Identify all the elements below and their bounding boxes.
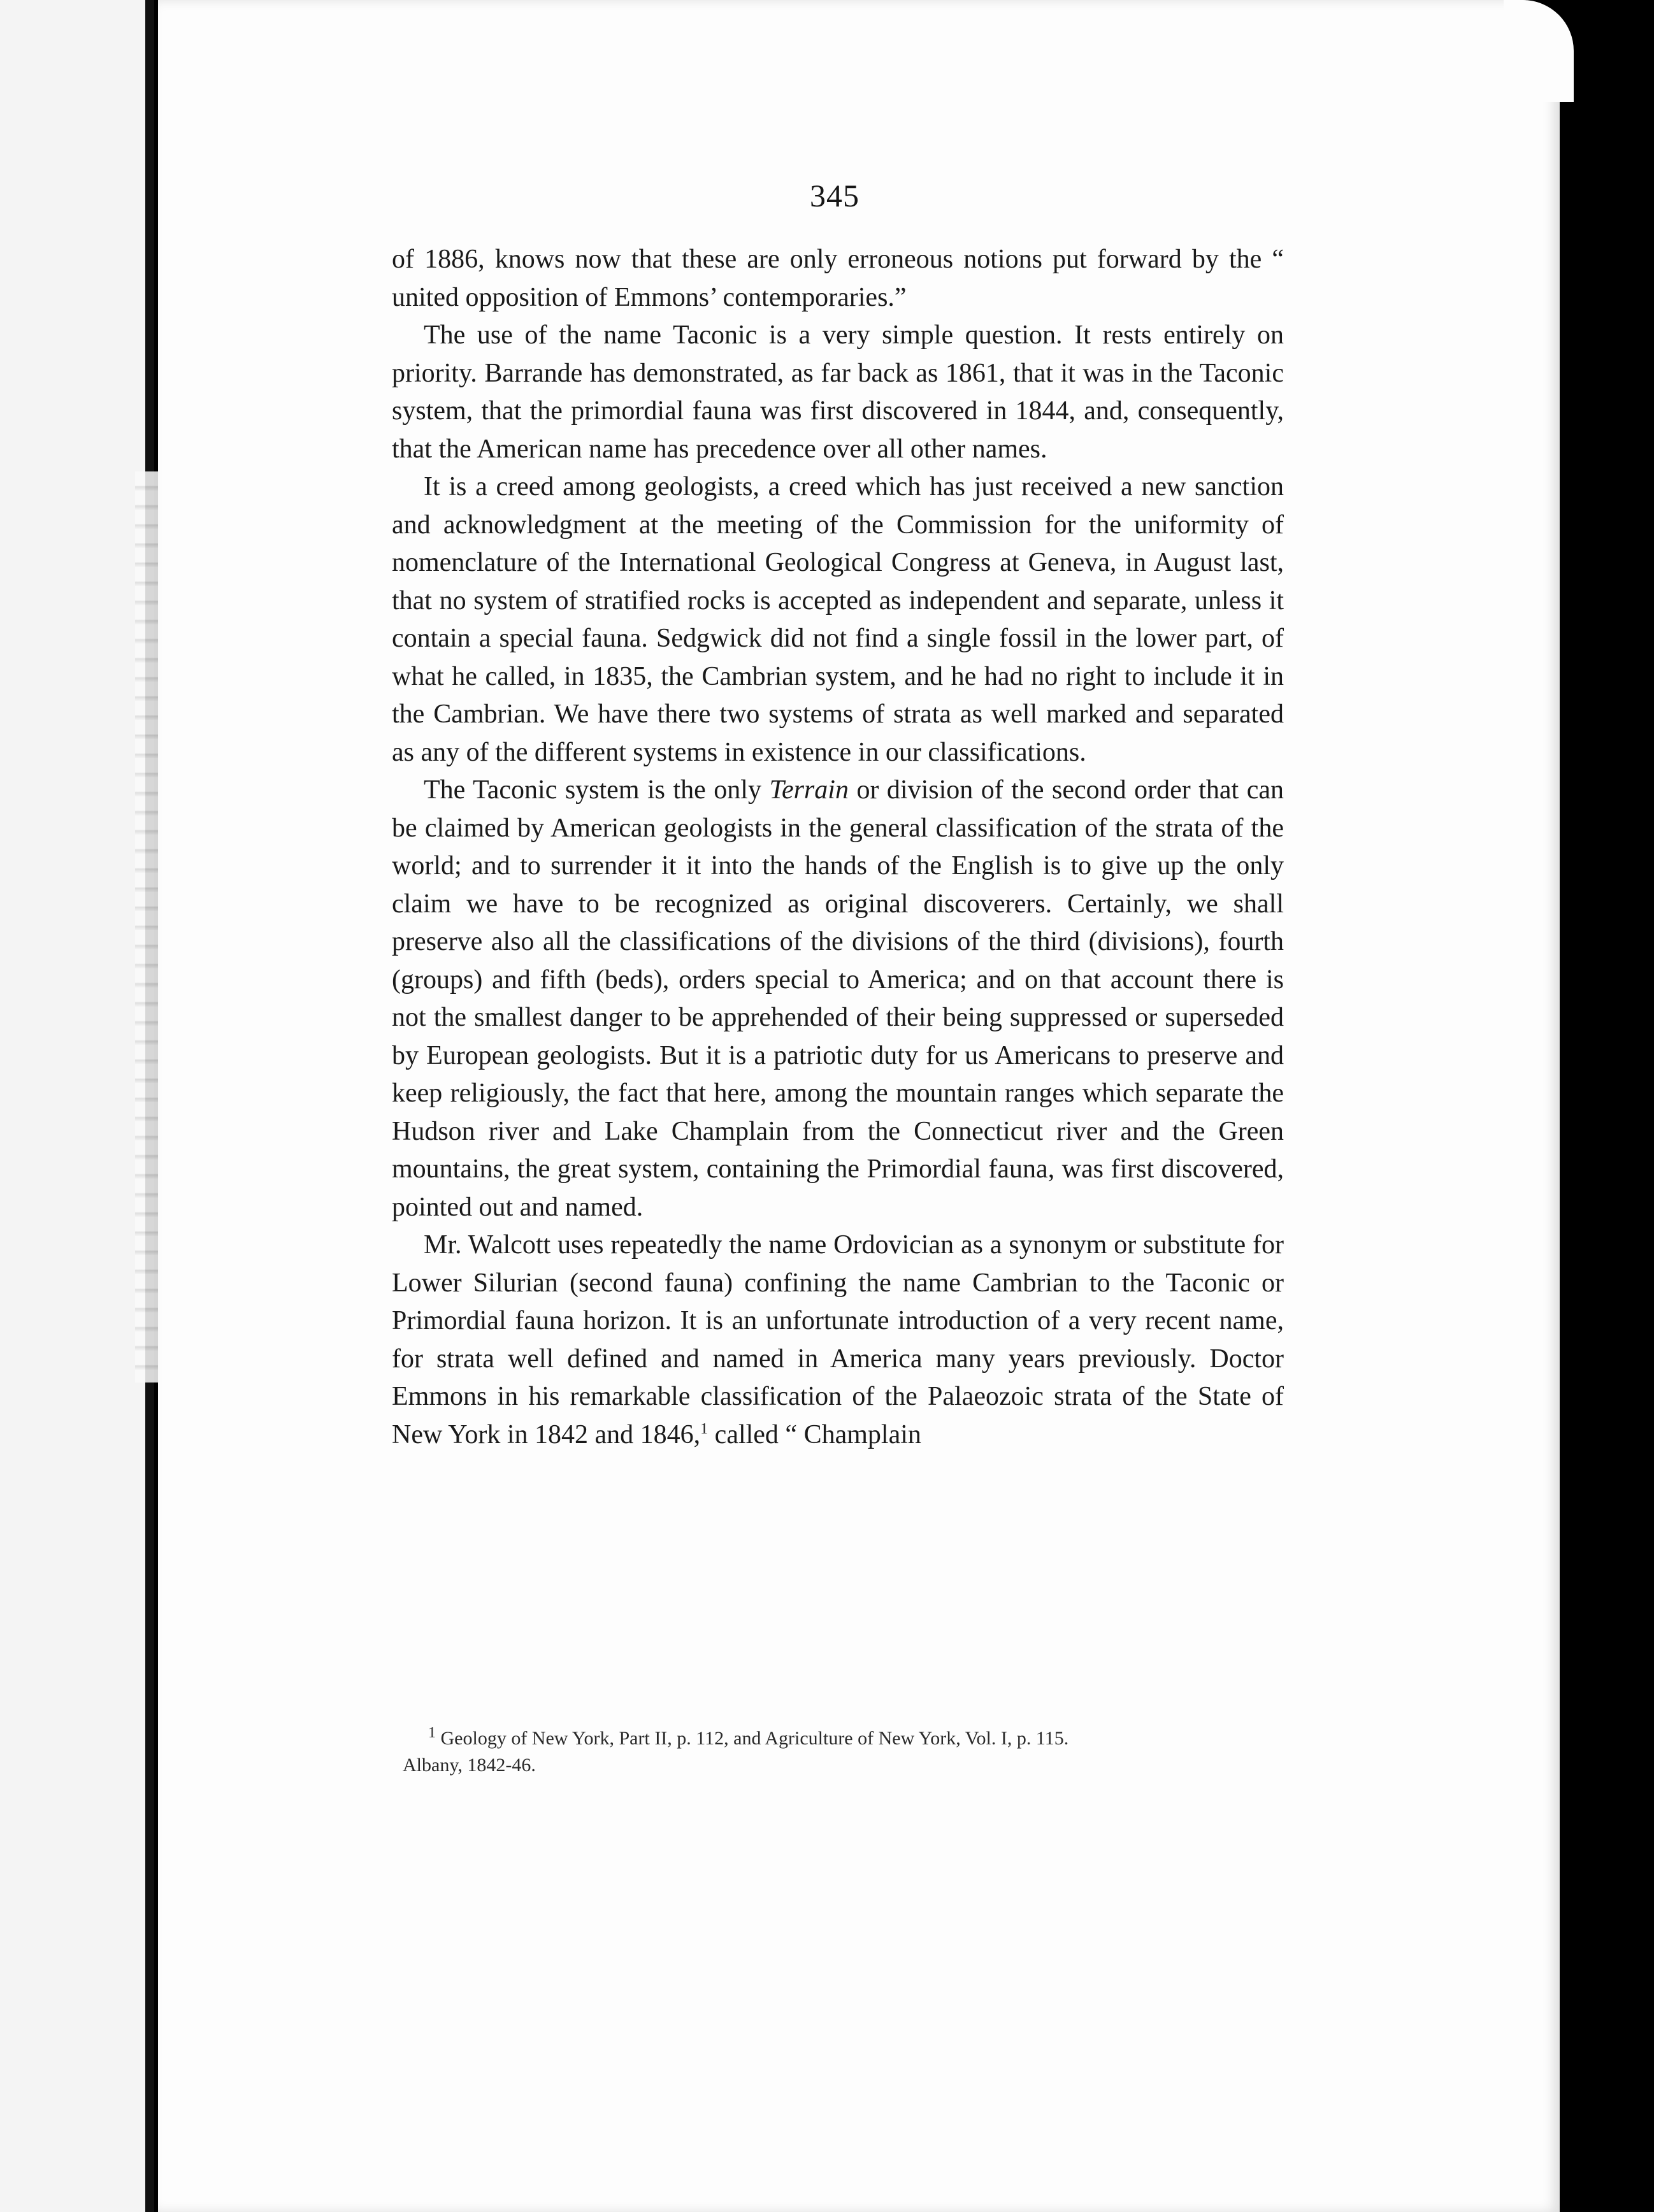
paragraph-5-tail: called “ Champlain (708, 1419, 921, 1449)
footnote-line-1 (403, 1725, 1288, 1752)
paragraph-4-text-rest: or division of the second order that can be claimed by American geologists in the general classification of the strata of the world; and to surrender it it into the hands of the English is to give up the only claim we have to be recognized as original discoverers. Certainly, we shall preserve also all the classifications of the divisions of the third (divisions), fourth (groups) and fifth (beds), orders special to America; and on that account there is not the smallest danger to be apprehended of their being suppressed or superseded by European geologists. But it is a patriotic duty for us Americans to preserve and keep religiously, the fact that here, among the mountain ranges which separate the Hudson river and Lake Champlain from the Connecticut river and the Green mountains, the great system, containing the Primordial fauna, was first discovered, pointed out and named. (392, 775, 1284, 1222)
page-number: 345 (810, 178, 859, 213)
paragraph-4 (392, 772, 1284, 1226)
paragraph-5-text: Mr. Walcott uses repeatedly the name Ordovician as a synonym or substitute for Lower Silurian (second fauna) confining the name Cambrian to the Taconic or Primordial fauna horizon. It is an unfortunate introduction of a very recent name, for strata well defined and named in America many years previously. Doctor Emmons in his remarkable classification of the Palaeozoic strata of the State of New York in 1842 and 1846, (392, 1230, 1284, 1449)
paragraph-5 (392, 1226, 1284, 1454)
page-corner (1504, 0, 1574, 102)
paragraph-4-text: The Taconic system is the only (424, 775, 770, 805)
body-text (392, 241, 1284, 1454)
paragraph-2: The use of the name Taconic is a very simple question. It rests entirely on priority. Barrande has demonstrated, as far back as 1861, that it was in the Taconic system, that the primordial fauna was first discovered in 1844, and, consequently, that the American name has precedence over all other names. (392, 320, 1284, 464)
footnote (403, 1725, 1288, 1779)
footnote-marker: 1 (428, 1725, 436, 1741)
footnote-line-2: Albany, 1842-46. (403, 1755, 536, 1776)
footnote-text: Geology of New York, Part II, p. 112, and Agriculture of New York, Vol. I, p. 115. (440, 1728, 1069, 1749)
footnote-reference: 1 (700, 1420, 708, 1437)
italic-term: Terrain (769, 775, 849, 805)
facing-page-edge (0, 0, 148, 2212)
paragraph-3: It is a creed among geologists, a creed which has just received a new sanction and acknowledgment at the meeting of the Commission for the uniformity of nomenclature of the International Geological Congress at Geneva, in August last, that no system of stratified rocks is accepted as independent and separate, unless it contain a special fauna. Sedgwick did not find a single fossil in the lower part, of what he called, in 1835, the Cambrian system, and he had no right to include it in the Cambrian. We have there two systems of strata as well marked and separated as any of the different systems in existence in our classifications. (392, 472, 1284, 767)
paragraph-1: of 1886, knows now that these are only erroneous notions put forward by the “ united opposition of Emmons’ contemporaries.” (392, 245, 1284, 312)
